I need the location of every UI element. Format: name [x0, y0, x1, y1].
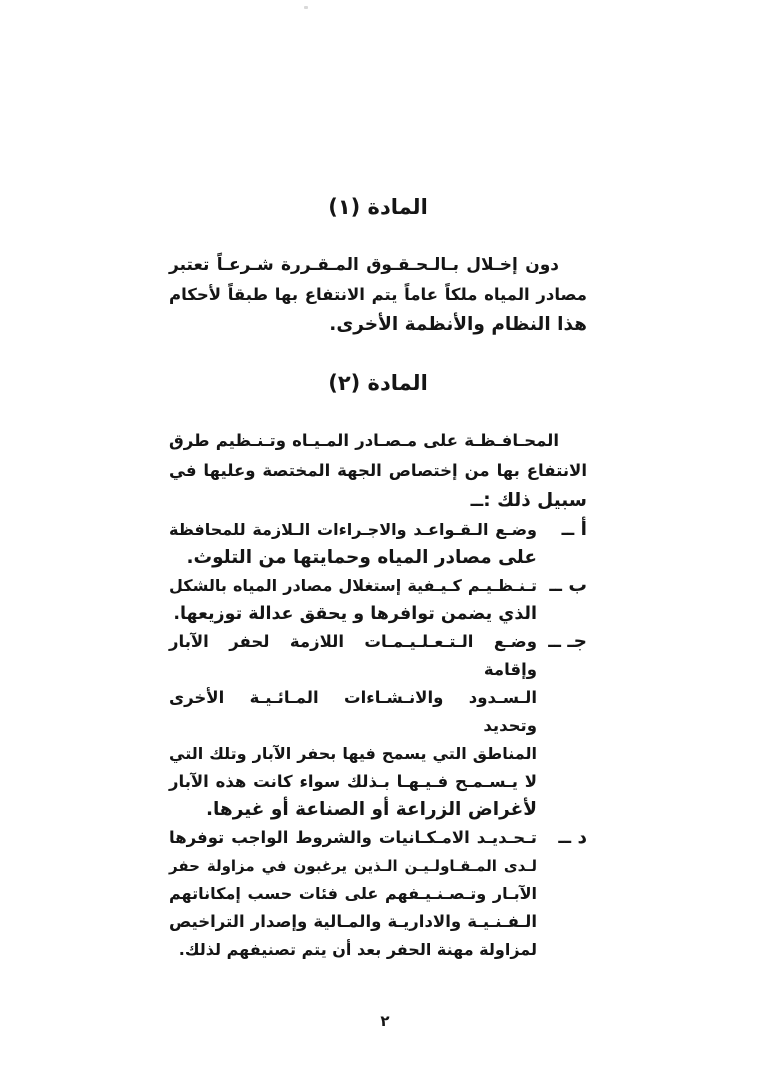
article-2-paragraph — [169, 426, 587, 516]
clause-text — [169, 628, 537, 824]
text-line: وضـع الـتـعـلـيـمـات اللازمة لحفر الآبار وإقامة — [169, 632, 537, 679]
text-line: الـفـنـيـة والاداريـة والمـالية وإصدار التراخيص — [169, 912, 537, 931]
page-content — [169, 194, 587, 964]
text-line: لأغراض الزراعة أو الصناعة أو غيرها. — [205, 799, 537, 820]
page-number: ٢ — [380, 1012, 390, 1030]
text-line: المناطق التي يسمح فيها بحفر الآبار وتلك التي — [169, 744, 537, 763]
clause-letter: جـ ــ — [548, 631, 587, 652]
clause-item — [169, 824, 587, 964]
article-2-title: المادة (٢) — [328, 371, 428, 395]
clause-text — [169, 516, 537, 572]
text-line: الآبـار وتـصـنـيـفهم على فئات حسب إمكاناتهم — [169, 884, 537, 903]
scan-speck — [304, 6, 308, 9]
text-line: تـنـظـيـم كـيـفية إستغلال مصادر المياه بالشكل — [169, 576, 537, 595]
clause-item — [169, 516, 587, 572]
text-line: تـحـديـد الامـكـانيات والشروط الواجب توفرها — [169, 828, 537, 847]
text-line: دون إخـلال بـالـحـقـوق المـقـررة شـرعـاً تعتبر — [169, 255, 559, 275]
article-1-title: المادة (١) — [328, 195, 428, 219]
text-line: المحـافـظـة على مـصـادر المـيـاه وتـنـظيم طرق — [169, 431, 559, 450]
text-line: الذي يضمن توافرها و يحقق عدالة توزيعها. — [173, 604, 537, 624]
article-2-clause-list — [169, 516, 587, 964]
article-1-paragraph — [169, 250, 587, 340]
text-line: وضـع الـقـواعـد والاجـراءات الـلازمة للمحافظة — [169, 520, 537, 539]
text-line: مصادر المياه ملكاً عاماً يتم الانتفاع بها طبقاً لأحكام — [169, 285, 587, 304]
text-line: الانتفاع بها من إختصاص الجهة المختصة وعليها في — [169, 461, 587, 480]
article-1 — [169, 194, 587, 340]
clause-letter: د ــ — [558, 827, 587, 848]
text-line: على مصادر المياه وحمايتها من التلوث. — [186, 547, 537, 568]
clause-text — [169, 824, 537, 964]
article-2 — [169, 370, 587, 964]
text-line: الـسـدود والانـشـاءات المـائـيـة الأخرى وتحديد — [169, 688, 537, 735]
text-line: هذا النظام والأنظمة الأخرى. — [329, 314, 587, 335]
text-line: سبيل ذلك :ــ — [470, 490, 587, 511]
clause-item — [169, 572, 587, 628]
text-line: لـدى المـقـاولـيـن الـذين يرغبون في مزاولة حفر — [169, 857, 537, 875]
clause-letter: ب ــ — [549, 575, 587, 596]
clause-text — [169, 572, 537, 628]
clause-item — [169, 628, 587, 824]
text-line: لمزاولة مهنة الحفر بعد أن يتم تصنيفهم لذلك. — [178, 940, 537, 959]
text-line: لا يـسـمـح فـيـهـا بـذلك سواء كانت هذه الآبار — [169, 772, 537, 791]
clause-letter: أ ــ — [561, 519, 587, 540]
